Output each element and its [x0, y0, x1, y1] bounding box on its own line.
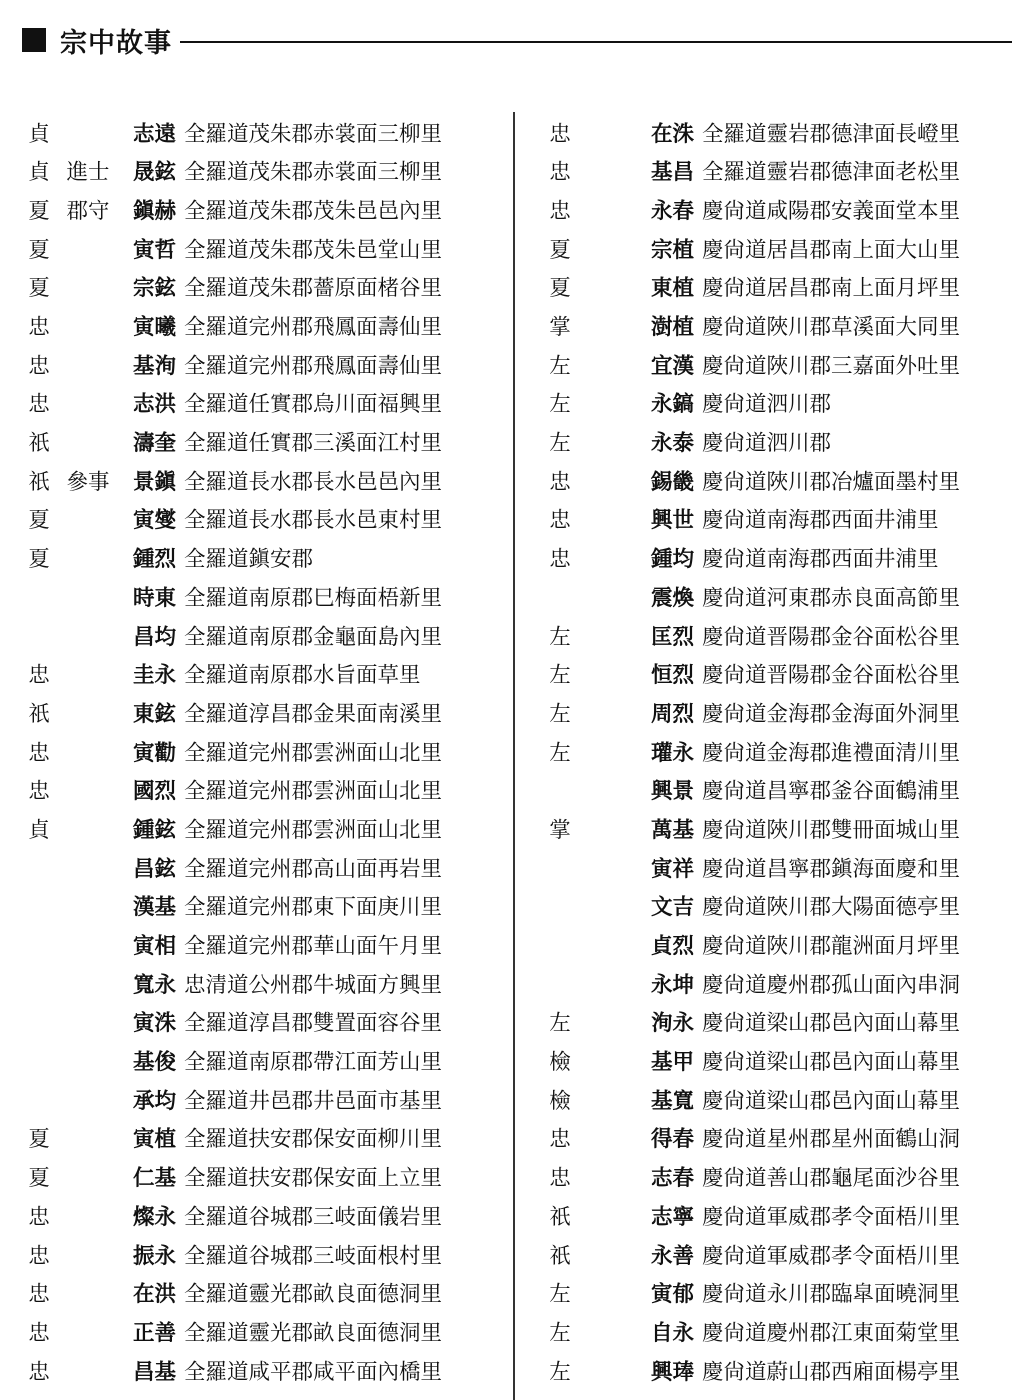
entry-name: 興世	[650, 508, 694, 534]
entry-place: 全羅道南原郡帶江面芳山里	[184, 1050, 443, 1076]
entry-place: 慶尙道梁山郡邑內面山幕里	[702, 1011, 961, 1037]
list-item	[540, 1121, 1020, 1160]
entry-rank: 郡守	[66, 198, 110, 224]
entry-place: 慶尙道陜川郡冶爐面墨村里	[702, 469, 961, 495]
entry-place: 全羅道完州郡華山面午月里	[184, 934, 443, 960]
entry-place: 慶尙道陜川郡草溪面大同里	[702, 315, 961, 341]
entry-mark: 忠	[28, 1282, 50, 1308]
list-item	[22, 773, 507, 812]
list-item	[22, 1160, 507, 1199]
list-item	[540, 115, 1020, 154]
entry-place: 全羅道靈光郡畝良面德洞里	[184, 1282, 443, 1308]
entry-name: 基昌	[650, 160, 694, 186]
entry-name: 瓘永	[650, 740, 694, 766]
list-item	[22, 1005, 507, 1044]
list-item	[22, 425, 507, 464]
entry-name: 興琫	[650, 1359, 694, 1385]
list-item	[22, 386, 507, 425]
entry-mark: 掌	[549, 817, 571, 843]
entry-place: 慶尙道梁山郡邑內面山幕里	[702, 1088, 961, 1114]
entry-mark: 忠	[549, 1166, 571, 1192]
entry-name: 寅哲	[132, 237, 176, 263]
list-item	[22, 1237, 507, 1276]
entry-name: 仁基	[132, 1166, 176, 1192]
entry-place: 慶尙道河東郡赤良面高節里	[702, 585, 961, 611]
list-item	[540, 425, 1020, 464]
list-item	[540, 502, 1020, 541]
entry-place: 全羅道南原郡水旨面草里	[184, 663, 421, 689]
entry-place: 慶尙道昌寧郡鎭海面慶和里	[702, 856, 961, 882]
entry-mark: 忠	[28, 1359, 50, 1385]
list-item	[22, 618, 507, 657]
entry-name: 東植	[650, 276, 694, 302]
list-item	[540, 966, 1020, 1005]
list-item	[22, 889, 507, 928]
list-item	[540, 773, 1020, 812]
entry-name: 興景	[650, 779, 694, 805]
entry-mark: 檢	[549, 1050, 571, 1076]
entry-place: 慶尙道永川郡臨皐面曉洞里	[702, 1282, 961, 1308]
list-item	[540, 1353, 1020, 1392]
entry-name: 振永	[132, 1243, 176, 1269]
entry-name: 國烈	[132, 779, 176, 805]
entry-mark: 祇	[28, 701, 50, 727]
entry-place: 慶尙道南海郡西面井浦里	[702, 508, 939, 534]
entry-name: 志洪	[132, 392, 176, 418]
entry-place: 慶尙道金海郡進禮面清川里	[702, 740, 961, 766]
list-item	[22, 541, 507, 580]
entry-name: 志春	[650, 1166, 694, 1192]
list-item	[540, 154, 1020, 193]
entry-mark: 夏	[28, 237, 50, 263]
entry-mark: 夏	[28, 1166, 50, 1192]
entry-name: 圭永	[132, 663, 176, 689]
entry-name: 寅祥	[650, 856, 694, 882]
header-rule	[180, 41, 1012, 43]
entry-place: 慶尙道陜川郡三嘉面外吐里	[702, 353, 961, 379]
entry-name: 萬基	[650, 817, 694, 843]
list-item	[540, 541, 1020, 580]
entry-name: 在洪	[132, 1282, 176, 1308]
list-item	[540, 618, 1020, 657]
entry-name: 宗鉉	[132, 276, 176, 302]
entry-mark: 忠	[28, 353, 50, 379]
list-item	[22, 1044, 507, 1083]
entry-rank: 進士	[66, 160, 110, 186]
list-item	[22, 1198, 507, 1237]
entry-place: 全羅道茂朱郡茂朱邑邑內里	[184, 198, 443, 224]
entry-mark: 忠	[28, 315, 50, 341]
list-item	[22, 1353, 507, 1392]
entry-mark: 掌	[549, 315, 571, 341]
entry-name: 宗植	[650, 237, 694, 263]
entry-name: 文吉	[650, 895, 694, 921]
list-item	[22, 850, 507, 889]
entry-place: 慶尙道泗川郡	[702, 392, 832, 418]
list-item	[22, 695, 507, 734]
entry-name: 在洙	[650, 121, 694, 147]
list-item	[22, 463, 507, 502]
entry-place: 全羅道淳昌郡雙置面容谷里	[184, 1011, 443, 1037]
black-square-icon	[22, 28, 46, 52]
entry-name: 正善	[132, 1320, 176, 1346]
entry-place: 全羅道完州郡雲洲面山北里	[184, 779, 443, 805]
entry-place: 慶尙道南海郡西面井浦里	[702, 547, 939, 573]
entry-mark: 忠	[28, 740, 50, 766]
entry-mark: 忠	[549, 508, 571, 534]
entry-place: 全羅道南原郡巳梅面梧新里	[184, 585, 443, 611]
entry-mark: 左	[549, 1282, 571, 1308]
entry-name: 志寧	[650, 1204, 694, 1230]
entry-mark: 左	[549, 740, 571, 766]
entry-place: 慶尙道蔚山郡西廂面楊亭里	[702, 1359, 961, 1385]
list-item	[22, 231, 507, 270]
entry-name: 漢基	[132, 895, 176, 921]
entry-place: 全羅道谷城郡三岐面根村里	[184, 1243, 443, 1269]
entry-place: 全羅道扶安郡保安面柳川里	[184, 1127, 443, 1153]
entry-mark: 左	[549, 663, 571, 689]
entry-name: 鍾鉉	[132, 817, 176, 843]
entry-mark: 祇	[549, 1243, 571, 1269]
entry-name: 寅郁	[650, 1282, 694, 1308]
list-item	[22, 270, 507, 309]
list-item	[540, 850, 1020, 889]
entry-place: 全羅道完州郡高山面再岩里	[184, 856, 443, 882]
entry-place: 慶尙道咸陽郡安義面堂本里	[702, 198, 961, 224]
entry-place: 慶尙道陜川郡龍洲面月坪里	[702, 934, 961, 960]
entry-mark: 忠	[28, 779, 50, 805]
entry-name: 晟鉉	[132, 160, 176, 186]
entry-mark: 忠	[549, 121, 571, 147]
list-item	[22, 1082, 507, 1121]
entry-name: 永春	[650, 198, 694, 224]
list-item	[540, 695, 1020, 734]
list-item	[22, 192, 507, 231]
entry-name: 永鎬	[650, 392, 694, 418]
entry-place: 全羅道茂朱郡茂朱邑堂山里	[184, 237, 443, 263]
entry-place: 慶尙道晋陽郡金谷面松谷里	[702, 663, 961, 689]
entry-place: 全羅道鎭安郡	[184, 547, 314, 573]
entry-place: 慶尙道昌寧郡釜谷面鶴浦里	[702, 779, 961, 805]
entry-place: 全羅道任實郡三溪面江村里	[184, 431, 443, 457]
list-item	[22, 347, 507, 386]
column-divider	[513, 112, 515, 1400]
list-item	[540, 889, 1020, 928]
list-item	[22, 966, 507, 1005]
list-item	[22, 1276, 507, 1315]
entry-mark: 忠	[549, 469, 571, 495]
list-item	[540, 579, 1020, 618]
entry-mark: 左	[549, 431, 571, 457]
entry-place: 慶尙道善山郡龜尾面沙谷里	[702, 1166, 961, 1192]
list-item	[540, 1198, 1020, 1237]
entry-name: 永泰	[650, 431, 694, 457]
entry-place: 慶尙道陜川郡雙冊面城山里	[702, 817, 961, 843]
list-item	[22, 308, 507, 347]
entry-place: 慶尙道慶州郡江東面菊堂里	[702, 1320, 961, 1346]
list-item	[540, 463, 1020, 502]
entry-mark: 祇	[28, 469, 50, 495]
list-item	[540, 1082, 1020, 1121]
entry-mark: 忠	[28, 1204, 50, 1230]
right-column	[540, 115, 1020, 1392]
entry-place: 全羅道淳昌郡金果面南溪里	[184, 701, 443, 727]
entry-name: 寅植	[132, 1127, 176, 1153]
entry-name: 寅勸	[132, 740, 176, 766]
entry-place: 慶尙道慶州郡孤山面內串洞	[702, 972, 961, 998]
entry-name: 承均	[132, 1088, 176, 1114]
entry-place: 全羅道長水郡長水邑邑內里	[184, 469, 443, 495]
entry-name: 東鉉	[132, 701, 176, 727]
entry-place: 全羅道茂朱郡薔原面楮谷里	[184, 276, 443, 302]
entry-place: 全羅道靈岩郡德津面老松里	[702, 160, 961, 186]
page-header	[22, 18, 1012, 62]
entry-name: 燦永	[132, 1204, 176, 1230]
entry-mark: 左	[549, 1011, 571, 1037]
entry-mark: 貞	[28, 121, 50, 147]
entry-place: 慶尙道陜川郡大陽面德亭里	[702, 895, 961, 921]
list-item	[540, 657, 1020, 696]
entry-name: 恒烈	[650, 663, 694, 689]
entry-mark: 夏	[549, 276, 571, 302]
entry-mark: 左	[549, 1320, 571, 1346]
entry-place: 全羅道谷城郡三岐面儀岩里	[184, 1204, 443, 1230]
entry-place: 慶尙道泗川郡	[702, 431, 832, 457]
list-item	[540, 1276, 1020, 1315]
list-item	[22, 154, 507, 193]
entry-place: 慶尙道軍威郡孝令面梧川里	[702, 1204, 961, 1230]
list-item	[540, 231, 1020, 270]
entry-mark: 祇	[28, 431, 50, 457]
entry-name: 周烈	[650, 701, 694, 727]
entry-place: 忠清道公州郡牛城面方興里	[184, 972, 443, 998]
entry-name: 基甲	[650, 1050, 694, 1076]
list-item	[540, 1160, 1020, 1199]
entry-mark: 忠	[28, 1243, 50, 1269]
entry-name: 永坤	[650, 972, 694, 998]
entry-name: 永善	[650, 1243, 694, 1269]
entry-mark: 左	[549, 353, 571, 379]
entry-rank: 參事	[66, 469, 110, 495]
entry-place: 全羅道完州郡雲洲面山北里	[184, 817, 443, 843]
list-item	[540, 347, 1020, 386]
entry-name: 濤奎	[132, 431, 176, 457]
entry-mark: 貞	[28, 160, 50, 186]
entry-place: 慶尙道軍威郡孝令面梧川里	[702, 1243, 961, 1269]
entry-name: 震煥	[650, 585, 694, 611]
entry-name: 基寬	[650, 1088, 694, 1114]
entry-place: 全羅道南原郡金龜面島內里	[184, 624, 443, 650]
entry-name: 寅曦	[132, 315, 176, 341]
list-item	[540, 811, 1020, 850]
entry-mark: 左	[549, 701, 571, 727]
list-item	[22, 734, 507, 773]
entry-place: 全羅道井邑郡井邑面市基里	[184, 1088, 443, 1114]
list-item	[540, 1314, 1020, 1353]
list-item	[540, 386, 1020, 425]
entry-place: 全羅道長水郡長水邑東村里	[184, 508, 443, 534]
entry-name: 自永	[650, 1320, 694, 1346]
list-item	[540, 1005, 1020, 1044]
list-item	[22, 115, 507, 154]
entry-name: 寬永	[132, 972, 176, 998]
entry-place: 慶尙道居昌郡南上面月坪里	[702, 276, 961, 302]
entry-name: 寅燮	[132, 508, 176, 534]
entry-name: 得春	[650, 1127, 694, 1153]
list-item	[22, 927, 507, 966]
entry-place: 慶尙道晋陽郡金谷面松谷里	[702, 624, 961, 650]
entry-place: 全羅道靈岩郡德津面長嶝里	[702, 121, 961, 147]
entry-name: 澍植	[650, 315, 694, 341]
entry-name: 基俊	[132, 1050, 176, 1076]
list-item	[22, 811, 507, 850]
list-item	[540, 308, 1020, 347]
list-item	[22, 657, 507, 696]
entry-mark: 忠	[28, 663, 50, 689]
list-item	[22, 1121, 507, 1160]
entry-place: 慶尙道居昌郡南上面大山里	[702, 237, 961, 263]
entry-place: 全羅道完州郡雲洲面山北里	[184, 740, 443, 766]
entry-name: 洵永	[650, 1011, 694, 1037]
entry-place: 慶尙道梁山郡邑內面山幕里	[702, 1050, 961, 1076]
entry-mark: 左	[549, 624, 571, 650]
entry-name: 昌基	[132, 1359, 176, 1385]
entry-name: 時東	[132, 585, 176, 611]
entry-mark: 忠	[549, 1127, 571, 1153]
list-item	[540, 270, 1020, 309]
entry-place: 全羅道茂朱郡赤裳面三柳里	[184, 160, 443, 186]
list-item	[22, 579, 507, 618]
entry-place: 全羅道任實郡烏川面福興里	[184, 392, 443, 418]
entry-name: 昌鉉	[132, 856, 176, 882]
entry-name: 匡烈	[650, 624, 694, 650]
entry-name: 昌均	[132, 624, 176, 650]
entry-mark: 貞	[28, 817, 50, 843]
entry-name: 鎭赫	[132, 198, 176, 224]
entry-mark: 忠	[549, 198, 571, 224]
list-item	[540, 927, 1020, 966]
list-item	[540, 734, 1020, 773]
list-item	[22, 502, 507, 541]
entry-mark: 左	[549, 1359, 571, 1385]
entry-place: 全羅道完州郡飛鳳面壽仙里	[184, 353, 443, 379]
entry-place: 全羅道完州郡飛鳳面壽仙里	[184, 315, 443, 341]
entry-mark: 夏	[28, 547, 50, 573]
entry-name: 鍾均	[650, 547, 694, 573]
entry-mark: 夏	[28, 508, 50, 534]
entry-place: 全羅道靈光郡畝良面德洞里	[184, 1320, 443, 1346]
entry-name: 基洵	[132, 353, 176, 379]
list-item	[22, 1314, 507, 1353]
entry-mark: 祇	[549, 1204, 571, 1230]
entry-mark: 夏	[28, 276, 50, 302]
entry-name: 景鎭	[132, 469, 176, 495]
entry-mark: 左	[549, 392, 571, 418]
entry-name: 錫畿	[650, 469, 694, 495]
entry-mark: 夏	[28, 1127, 50, 1153]
list-item	[540, 1237, 1020, 1276]
entry-mark: 檢	[549, 1088, 571, 1114]
entry-name: 鍾烈	[132, 547, 176, 573]
entry-place: 全羅道扶安郡保安面上立里	[184, 1166, 443, 1192]
left-column	[22, 115, 507, 1392]
entry-mark: 忠	[28, 1320, 50, 1346]
entry-name: 志遠	[132, 121, 176, 147]
entry-place: 慶尙道星州郡星州面鶴山洞	[702, 1127, 961, 1153]
list-item	[540, 192, 1020, 231]
entry-mark: 夏	[28, 198, 50, 224]
entry-place: 慶尙道金海郡金海面外洞里	[702, 701, 961, 727]
entry-name: 宜漢	[650, 353, 694, 379]
entry-mark: 忠	[549, 160, 571, 186]
entry-place: 全羅道完州郡東下面庚川里	[184, 895, 443, 921]
entry-name: 寅洙	[132, 1011, 176, 1037]
list-item	[540, 1044, 1020, 1083]
page-title: 宗中故事	[60, 27, 172, 59]
entry-mark: 忠	[549, 547, 571, 573]
entry-mark: 忠	[28, 392, 50, 418]
entry-name: 寅相	[132, 934, 176, 960]
entry-place: 全羅道茂朱郡赤裳面三柳里	[184, 121, 443, 147]
entry-name: 貞烈	[650, 934, 694, 960]
entry-place: 全羅道咸平郡咸平面內橋里	[184, 1359, 443, 1385]
entry-mark: 夏	[549, 237, 571, 263]
